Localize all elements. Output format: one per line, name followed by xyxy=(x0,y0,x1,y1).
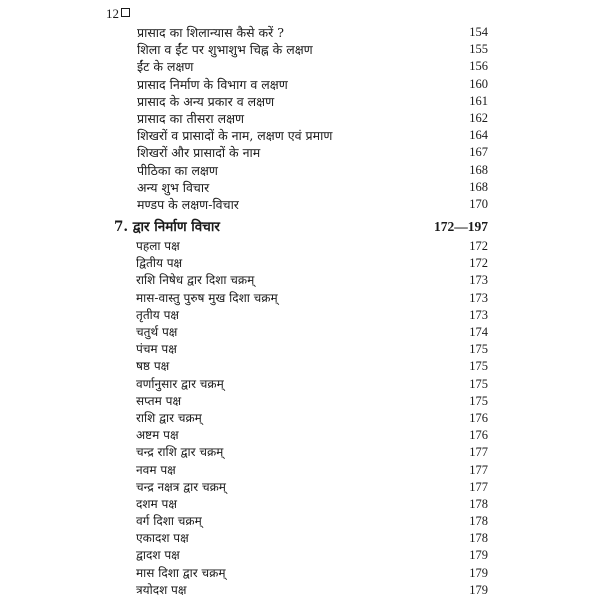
toc-entry-title: प्रासाद का शिलान्यास कैसे करें ? xyxy=(137,25,284,40)
toc-entry xyxy=(0,547,600,564)
toc-entry-title: चन्द्र नक्षत्र द्वार चक्रम् xyxy=(136,479,226,494)
toc-entry-title: पीठिका का लक्षण xyxy=(137,162,218,178)
toc-entry-page: 161 xyxy=(469,93,488,108)
toc-entry-page: 177 xyxy=(469,445,488,460)
toc-entry xyxy=(0,110,600,127)
toc-entry-title: मण्डप के लक्षण-विचार xyxy=(137,196,239,212)
toc-entry-title: शिखरों व प्रासादों के नाम, लक्षण एवं प्रमाण xyxy=(137,128,333,144)
toc-entry-page: 177 xyxy=(469,479,488,494)
toc-entry-title: नवम पक्ष xyxy=(136,462,176,477)
toc-entry-page: 177 xyxy=(469,462,488,477)
top-entries xyxy=(0,24,600,213)
toc-entry-page: 173 xyxy=(469,290,488,305)
toc-entry-page: 175 xyxy=(469,342,488,357)
toc-entry-title: चन्द्र राशि द्वार चक्रम् xyxy=(136,445,224,460)
toc-entry-title: प्रासाद के अन्य प्रकार व लक्षण xyxy=(137,93,275,109)
toc-entry xyxy=(0,427,600,444)
toc-entry-title: राशि निषेध द्वार दिशा चक्रम् xyxy=(136,273,255,288)
page-number-text: 12 xyxy=(106,6,119,21)
toc-entry-title: वर्ग दिशा चक्रम् xyxy=(136,514,202,529)
toc-entry-page: 168 xyxy=(469,162,488,177)
sub-entries xyxy=(0,238,600,599)
toc-entry-title: वर्णानुसार द्वार चक्रम् xyxy=(136,376,224,391)
toc-entry-page: 172 xyxy=(469,256,488,271)
toc-entry xyxy=(0,255,600,272)
toc-entry-page: 179 xyxy=(469,548,488,563)
toc-entry-title: षष्ठ पक्ष xyxy=(136,359,170,374)
toc-entry xyxy=(0,93,600,110)
toc-entry-title: चतुर्थ पक्ष xyxy=(136,325,178,339)
toc-entry xyxy=(0,179,600,196)
toc-entry-page: 178 xyxy=(469,531,488,546)
chapter-title: 7. द्वार निर्माण विचार xyxy=(114,219,220,236)
toc-entry xyxy=(0,58,600,75)
toc-entry xyxy=(0,127,600,144)
toc-entry xyxy=(0,162,600,179)
toc-entry-page: 179 xyxy=(469,582,488,597)
toc-entry-page: 176 xyxy=(469,410,488,425)
toc-entry-title: शिला व ईंट पर शुभाशुभ चिह्न के लक्षण xyxy=(137,42,313,58)
toc-entry xyxy=(0,358,600,375)
toc-entry xyxy=(0,496,600,513)
toc-entry-title: प्रासाद का तीसरा लक्षण xyxy=(137,110,245,126)
toc-entry-title: अष्टम पक्ष xyxy=(136,428,179,443)
toc-entry-title: प्रासाद निर्माण के विभाग व लक्षण xyxy=(137,76,288,92)
toc-entry-page: 175 xyxy=(469,376,488,391)
toc-entry-page: 164 xyxy=(469,128,488,143)
toc-entry xyxy=(0,307,600,324)
toc-entry xyxy=(0,462,600,479)
toc-entry xyxy=(0,410,600,427)
toc-entry-page: 175 xyxy=(469,393,488,408)
toc-entry xyxy=(0,196,600,213)
toc-entry-page: 178 xyxy=(469,514,488,529)
toc-entry xyxy=(0,513,600,530)
toc-entry-page: 173 xyxy=(469,307,488,322)
toc-entry xyxy=(0,444,600,461)
toc-entry-page: 174 xyxy=(469,325,488,339)
toc-entry xyxy=(0,238,600,255)
toc-entry-page: 155 xyxy=(469,42,488,57)
toc-entry-page: 172 xyxy=(469,239,488,254)
toc-entry-page: 175 xyxy=(469,359,488,374)
toc-entry-title: शिखरों और प्रासादों के नाम xyxy=(137,145,261,161)
toc-entry xyxy=(0,530,600,547)
toc-entry-title: पहला पक्ष xyxy=(136,239,180,254)
toc-entry-title: मास-वास्तु पुरुष मुख दिशा चक्रम् xyxy=(136,290,278,305)
toc-entry xyxy=(0,479,600,496)
page-number xyxy=(106,6,130,22)
toc-entry-title: दशम पक्ष xyxy=(136,496,177,511)
toc-entry xyxy=(0,324,600,341)
toc-entry-page: 160 xyxy=(469,76,488,91)
page-number-box-icon xyxy=(121,8,130,17)
toc-entry-page: 162 xyxy=(469,110,488,125)
toc-entry xyxy=(0,582,600,599)
toc-entry-title: द्वितीय पक्ष xyxy=(136,256,183,271)
toc-entry-page: 156 xyxy=(469,59,488,74)
chapter-heading xyxy=(0,216,600,238)
toc-entry xyxy=(0,290,600,307)
toc-entry xyxy=(0,24,600,41)
toc-entry-title: एकादश पक्ष xyxy=(136,531,189,546)
chapter-pages: 172—197 xyxy=(434,219,488,235)
toc-entry xyxy=(0,341,600,358)
toc-entry-title: सप्तम पक्ष xyxy=(136,393,182,408)
toc-entry xyxy=(0,565,600,582)
toc-entry xyxy=(0,376,600,393)
toc-entry-title: त्रयोदश पक्ष xyxy=(136,582,187,597)
toc-entry-page: 176 xyxy=(469,428,488,443)
toc-entry xyxy=(0,144,600,161)
toc-entry xyxy=(0,272,600,289)
toc-entry xyxy=(0,41,600,58)
toc-entry xyxy=(0,393,600,410)
table-of-contents xyxy=(0,24,600,599)
toc-entry xyxy=(0,76,600,93)
toc-entry-page: 170 xyxy=(469,196,488,211)
toc-entry-page: 154 xyxy=(469,25,488,39)
toc-entry-page: 168 xyxy=(469,179,488,194)
toc-entry-title: मास दिशा द्वार चक्रम् xyxy=(136,565,226,580)
toc-entry-title: अन्य शुभ विचार xyxy=(137,179,210,195)
toc-entry-title: पंचम पक्ष xyxy=(136,342,177,357)
toc-entry-page: 178 xyxy=(469,496,488,511)
toc-entry-title: ईंट के लक्षण xyxy=(137,59,194,75)
toc-entry-page: 179 xyxy=(469,565,488,580)
toc-entry-page: 173 xyxy=(469,273,488,288)
toc-entry-page: 167 xyxy=(469,145,488,160)
toc-entry-title: द्वादश पक्ष xyxy=(136,548,180,563)
toc-entry-title: राशि द्वार चक्रम् xyxy=(136,410,202,425)
toc-entry-title: तृतीय पक्ष xyxy=(136,307,179,322)
